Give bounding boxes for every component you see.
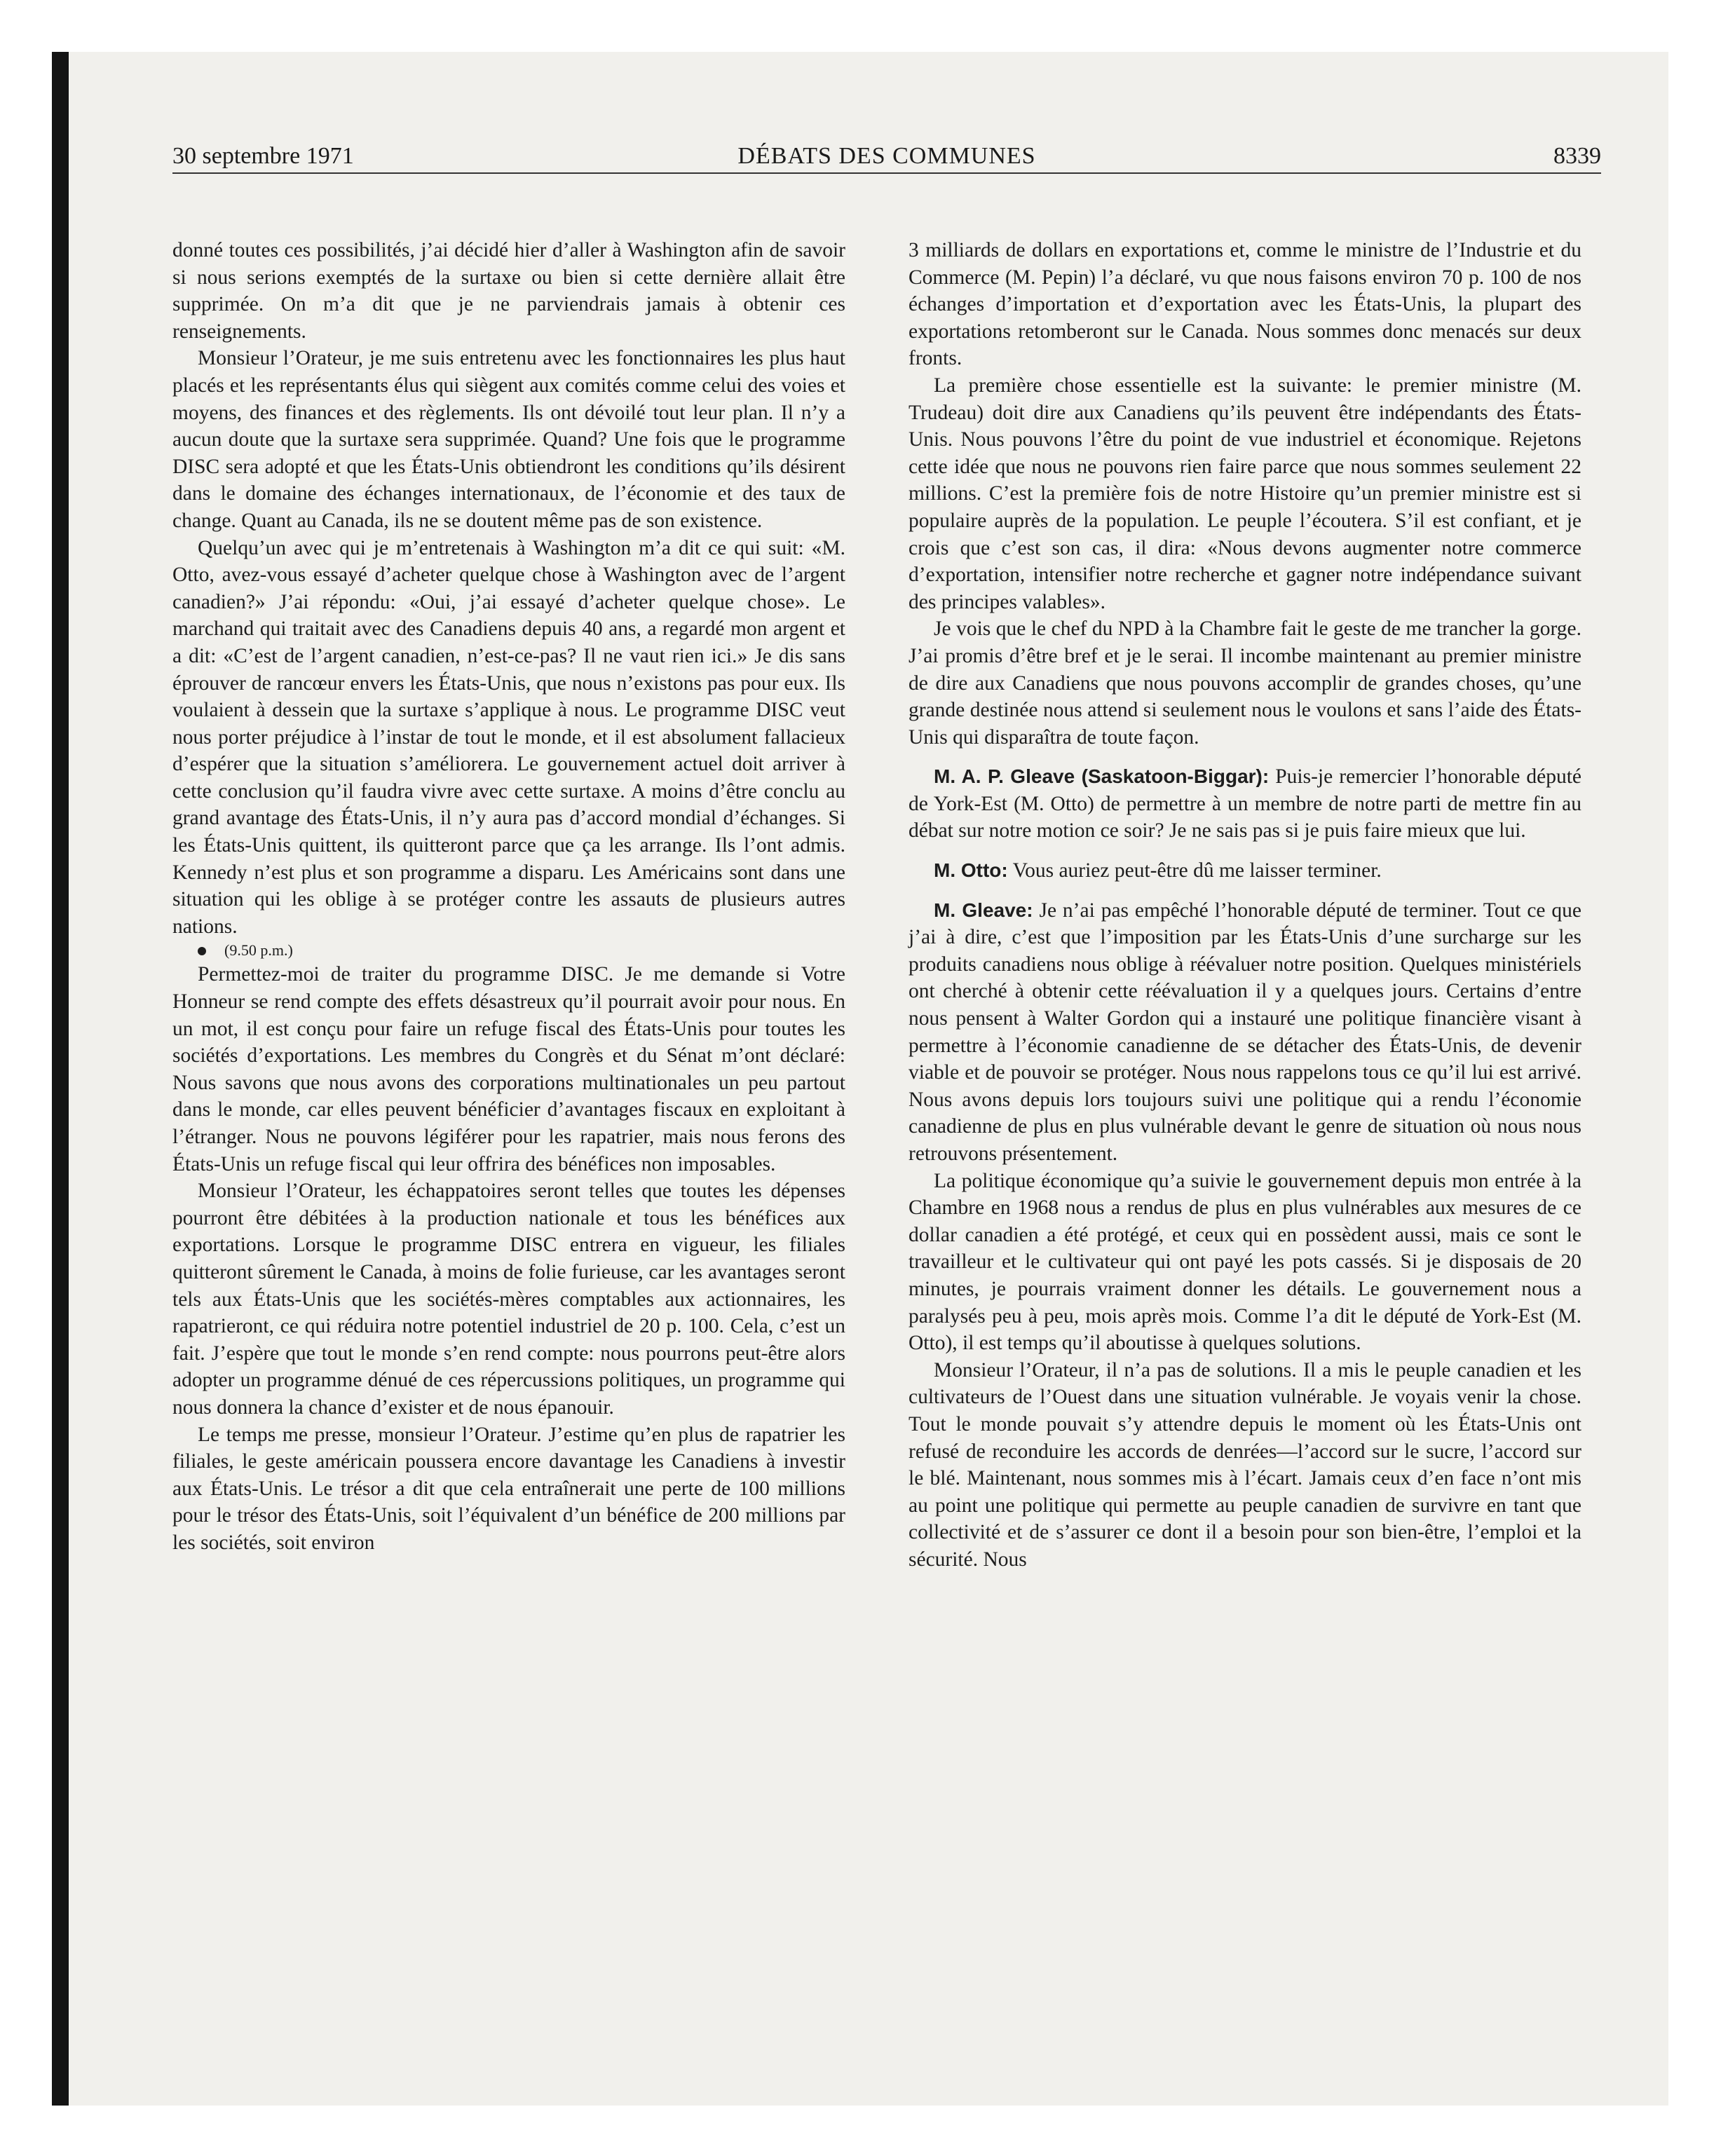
bullet-icon xyxy=(198,947,206,955)
paragraph: Je vois que le chef du NPD à la Chambre fait le geste de me trancher la gorge. J’ai promis d’être bref et je le serai. Il incombe maintenant au premier ministre de dire aux Canadiens que nous pouvons accomplir de grandes choses, qu’une grande destinée nous attend si seulement nous le voulons et sans l’aide des États-Unis qui disparaîtra de toute façon. xyxy=(909,618,1581,749)
paragraph: Monsieur l’Orateur, les échappatoires seront telles que toutes les dépenses pourront être débitées à la production nationale et tous les bénéfices aux exportations. Lorsque le programme DISC entrera en vigueur, les filiales quitteront sûrement le Canada, à moins de folie furieuse, car les avantages seront tels aux États-Unis que les sociétés-mères comptables aux actionnaires, les rapatrieront, ce qui réduira notre potentiel industriel de 20 p. 100. Cela, c’est un fait. J’espère que tout le monde s’en rend compte: nous pourrons peut-être alors adopter un programme dénué de ces répercussions politiques, un programme qui nous donnera la chance d’exister et de nous épanouir. xyxy=(172,1180,845,1419)
right-column xyxy=(909,237,1581,1574)
paragraph: La politique économique qu’a suivie le gouvernement depuis mon entrée à la Chambre en 1968 nous a rendus de plus en plus vulnérables aux mesures de ce dollar canadien a été protégé, et ceux qui en possèdent aussi, mais ce sont le travailleur et le cultivateur qui ont payé les pots cassés. Si je disposais de 20 minutes, je pourrais vraiment donner les détails. Le gouvernement nous a paralysés peu à peu, mois après mois. Comme l’a dit le député de York-Est (M. Otto), il est temps qu’il aboutisse à quelques solutions. xyxy=(909,1169,1581,1355)
header-title: DÉBATS DES COMMUNES xyxy=(737,143,1036,169)
paragraph: donné toutes ces possibilités, j’ai décidé hier d’aller à Washington afin de savoir si nous serions exemptés de la surtaxe ou bien si cette dernière allait être supprimée. On m’a dit que je ne parviendrais jamais à obtenir ces renseignements. xyxy=(172,239,845,343)
speech-text: Puis-je remercier l’honorable député de York-Est (M. Otto) de permettre à un membre de notre parti de mettre fin au débat sur notre motion ce soir? Je ne sais pas si je puis faire mieux que lui. xyxy=(909,765,1581,842)
speech-gleave-2 xyxy=(909,897,1581,1168)
speaker-name: M. Otto: xyxy=(934,859,1008,882)
speaker-name: M. A. P. Gleave (Saskatoon-Biggar): xyxy=(934,765,1270,788)
time-marker-text: (9.50 p.m.) xyxy=(224,941,293,960)
paragraph: Monsieur l’Orateur, il n’a pas de solutions. Il a mis le peuple canadien et les cultivateurs de l’Ouest dans une situation vulnérable. Je voyais venir la chose. Tout le monde pouvait s’y attendre depuis le moment où les États-Unis ont refusé de reconduire les accords de denrées—l’accord sur le sucre, l’accord sur le blé. Maintenant, nous sommes mis à l’écart. Jamais ceux d’en face n’ont mis au point une politique qui permette au peuple canadien de survivre en tant que collectivité et de s’assurer ce dont il a besoin pour son bien-être, l’emploi et la sécurité. Nous xyxy=(909,1358,1581,1571)
time-marker xyxy=(172,940,845,961)
scan-edge xyxy=(52,52,69,2106)
paragraph: Permettez-moi de traiter du programme DISC. Je me demande si Votre Honneur se rend compte des effets désastreux qu’il pourrait avoir pour nous. En un mot, il est conçu pour faire un refuge fiscal des États-Unis pour toutes les sociétés d’exportations. Les membres du Congrès et du Sénat m’ont déclaré: Nous savons que nous avons des corporations multinationales un peu partout dans le monde, car elles peuvent bénéficier d’avantages fiscaux en exploitant à l’étranger. Nous ne pouvons légiférer pour les rapatrier, mais nous ferons des États-Unis un refuge fiscal qui leur offrira des bénéfices non imposables. xyxy=(172,963,845,1175)
page-number: 8339 xyxy=(1553,143,1601,169)
running-header xyxy=(172,140,1601,174)
speech-otto xyxy=(909,857,1581,885)
paragraph: Monsieur l’Orateur, je me suis entretenu avec les fonctionnaires les plus haut placés et les représentants élus qui siègent aux comités comme celui des voies et moyens, des finances et des règlements. Ils ont dévoilé tout leur plan. Il n’y a aucun doute que la surtaxe sera supprimée. Quand? Une fois que le programme DISC sera adopté et que les États-Unis obtiendront les conditions qu’ils désirent dans le domaine des échanges internationaux, de l’économie et des taux de change. Quant au Canada, ils ne se doutent même pas de son existence. xyxy=(172,347,845,532)
paragraph: Quelqu’un avec qui je m’entretenais à Washington m’a dit ce qui suit: «M. Otto, avez-vous essayé d’acheter quelque chose à Washington avec de l’argent canadien?» J’ai répondu: «Oui, j’ai essayé d’acheter quelque chose». Le marchand qui traitait avec des Canadiens depuis 40 ans, a regardé mon argent et a dit: «C’est de l’argent canadien, n’est-ce-pas? Il ne vaut rien ici.» Je dis sans éprouver de rancœur envers les États-Unis, que nous n’existons pas pour eux. Ils voulaient à dessein que la surtaxe s’applique à nous. Le programme DISC veut nous porter préjudice à l’instar de tout le monde, et il est absolument fallacieux d’espérer que la situation s’améliorera. Le gouvernement actuel doit arriver à cette conclusion qu’il faudra vivre avec cette surtaxe. A moins d’être conclu au grand avantage des États-Unis, il n’y aura pas d’accord mondial d’échanges. Si les États-Unis quittent, ils quitteront parce que ça les arrange. Ils l’ont admis. Kennedy n’est plus et son programme a disparu. Les Américains sont dans une situation qui les oblige à se protéger contre les assauts de plusieurs autres nations. xyxy=(172,536,845,938)
speaker-name: M. Gleave: xyxy=(934,899,1033,921)
paragraph: La première chose essentielle est la suivante: le premier ministre (M. Trudeau) doit dire aux Canadiens qu’ils peuvent être indépendants des États-Unis. Nous pouvons l’être du point de vue industriel et économique. Rejetons cette idée que nous ne pouvons rien faire parce que nous sommes seulement 22 millions. C’est la première fois de notre Histoire qu’un premier ministre est si populaire auprès de la population. Le peuple l’écoutera. S’il est confiant, et je crois que c’est son cas, il dira: «Nous devons augmenter notre commerce d’exportation, intensifier notre recherche et gagner notre indépendance suivant des principes valables». xyxy=(909,374,1581,613)
header-date: 30 septembre 1971 xyxy=(172,143,354,169)
left-column xyxy=(172,237,845,1557)
speech-text: Je n’ai pas empêché l’honorable député de terminer. Tout ce que j’ai à dire, c’est que l’imposition par les États-Unis d’une surcharge sur les produits canadiens nous oblige à réévaluer notre position. Quelques ministériels ont cherché à obtenir cette réévaluation il y a quelques jours. Certains d’entre nous pensent à Walter Gordon qui a instauré une politique financière visant à permettre à l’économie canadienne de se détacher des États-Unis, de devenir viable et de pouvoir se protéger. Nous nous rappelons tous ce qu’il lui est arrivé. Nous avons depuis lors toujours suivi une politique qui a rendu l’économie canadienne de plus en plus vulnérable devant le genre de situation où nous nous retrouvons présentement. xyxy=(909,899,1581,1165)
paragraph: 3 milliards de dollars en exportations et, comme le ministre de l’Industrie et du Commerce (M. Pepin) l’a déclaré, vu que nous faisons environ 70 p. 100 de nos échanges d’importation et d’exportation avec les États-Unis, la plupart des exportations retomberont sur le Canada. Nous sommes donc menacés sur deux fronts. xyxy=(909,239,1581,370)
speech-gleave-1 xyxy=(909,763,1581,845)
speech-text: Vous auriez peut-être dû me laisser terminer. xyxy=(1007,859,1382,882)
paragraph: Le temps me presse, monsieur l’Orateur. J’estime qu’en plus de rapatrier les filiales, le geste américain poussera encore davantage les Canadiens à investir aux États-Unis. Le trésor a dit que cela entraînerait une perte de 100 millions pour le trésor des États-Unis, soit l’équivalent d’un bénéfice de 200 millions par les sociétés, soit environ xyxy=(172,1423,845,1554)
